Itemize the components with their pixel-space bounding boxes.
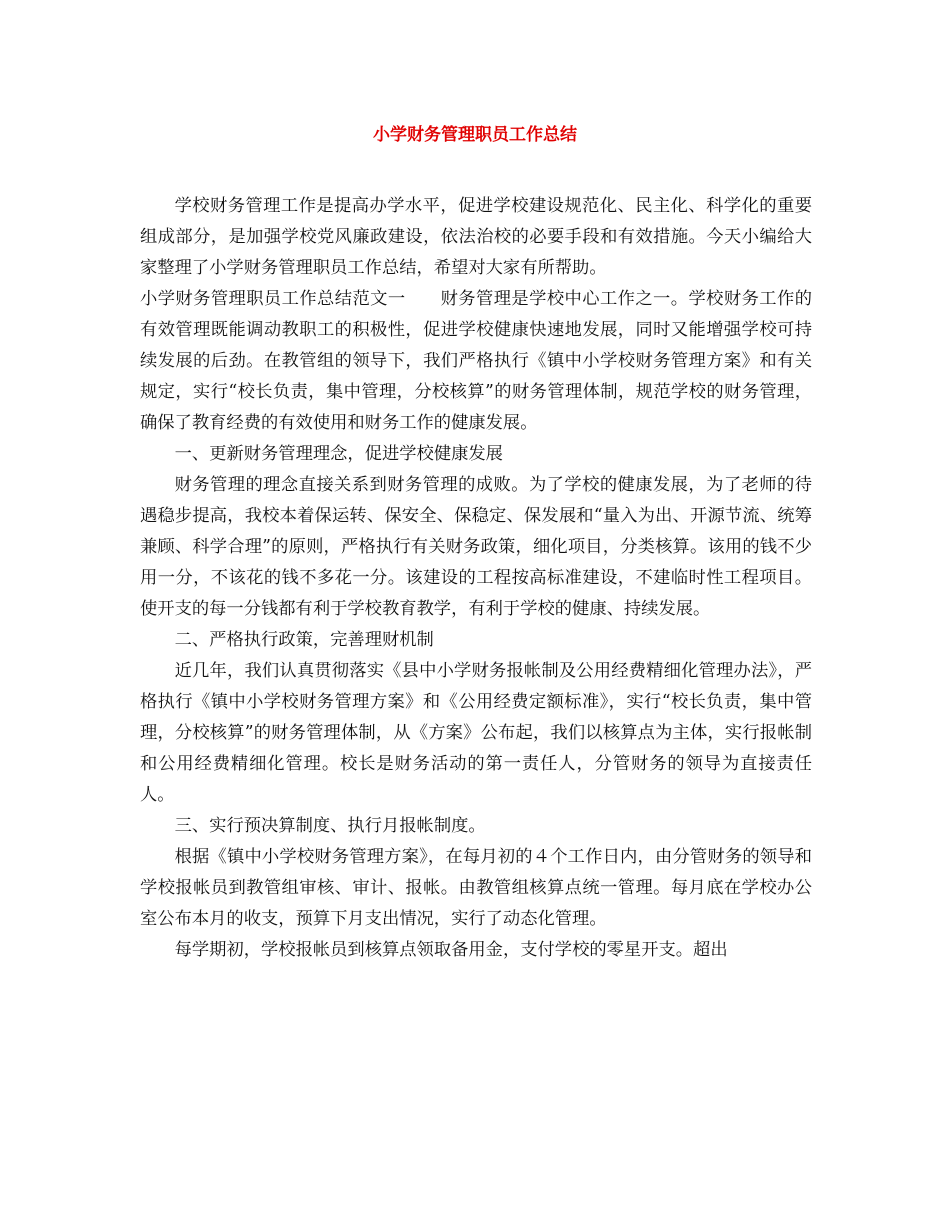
intro-paragraph: 学校财务管理工作是提高办学水平，促进学校建设规范化、民主化、科学化的重要组成部分，是加强学校党风廉政建设，依法治校的必要手段和有效措施。今天小编给大家整理了小学财务管理职员工作总结，希望对大家有所帮助。 [140,196,812,278]
section-2-heading: 二、严格执行政策，完善理财机制 [174,630,434,650]
section-1-paragraph: 财务管理的理念直接关系到财务管理的成败。为了学校的健康发展，为了老师的待遇稳步提高，我校本着保运转、保安全、保稳定、保发展和“量入为出、开源节流、统筹兼顾、科学合理”的原则，严格执行有关财务政策，细化项目，分类核算。该用的钱不少用一分，不该花的钱不多花一分。该建设的工程按高标准建设，不建临时性工程项目。使开支的每一分钱都有利于学校教育教学，有利于学校的健康、持续发展。 [140,475,812,619]
section-1-heading: 一、更新财务管理理念，促进学校健康发展 [174,444,503,464]
section-3-paragraph: 根据《镇中小学校财务管理方案》，在每月初的４个工作日内，由分管财务的领导和学校报帐员到教管组审核、审计、报帐。由教管组核算点统一管理。每月底在学校办公室公布本月的收支，预算下月支出情况，实行了动态化管理。 [140,847,812,929]
sample-paragraph [140,284,812,439]
sample-text: 财务管理是学校中心工作之一。学校财务工作的有效管理既能调动教职工的积极性，促进学校健康快速地发展，同时又能增强学校可持续发展的后劲。在教管组的领导下，我们严格执行《镇中小学校财务管理方案》和有关规定，实行“校长负责，集中管理，分校核算”的财务管理体制，规范学校的财务管理，确保了教育经费的有效使用和财务工作的健康发展。 [140,289,812,433]
section-3-heading: 三、实行预决算制度、执行月报帐制度。 [174,816,486,836]
section-2-paragraph: 近几年，我们认真贯彻落实《县中小学财务报帐制及公用经费精细化管理办法》，严格执行《镇中小学校财务管理方案》和《公用经费定额标准》，实行“校长负责，集中管理，分校核算”的财务管理体制，从《方案》公布起，我们以核算点为主体，实行报帐制和公用经费精细化管理。校长是财务活动的第一责任人，分管财务的领导为直接责任人。 [140,661,812,805]
document-title: 小学财务管理职员工作总结 [373,125,577,145]
document-body [140,191,812,966]
section-3-paragraph-continued: 每学期初，学校报帐员到核算点领取备用金，支付学校的零星开支。超出 [174,940,728,960]
sample-label: 小学财务管理职员工作总结范文一 [140,289,406,309]
